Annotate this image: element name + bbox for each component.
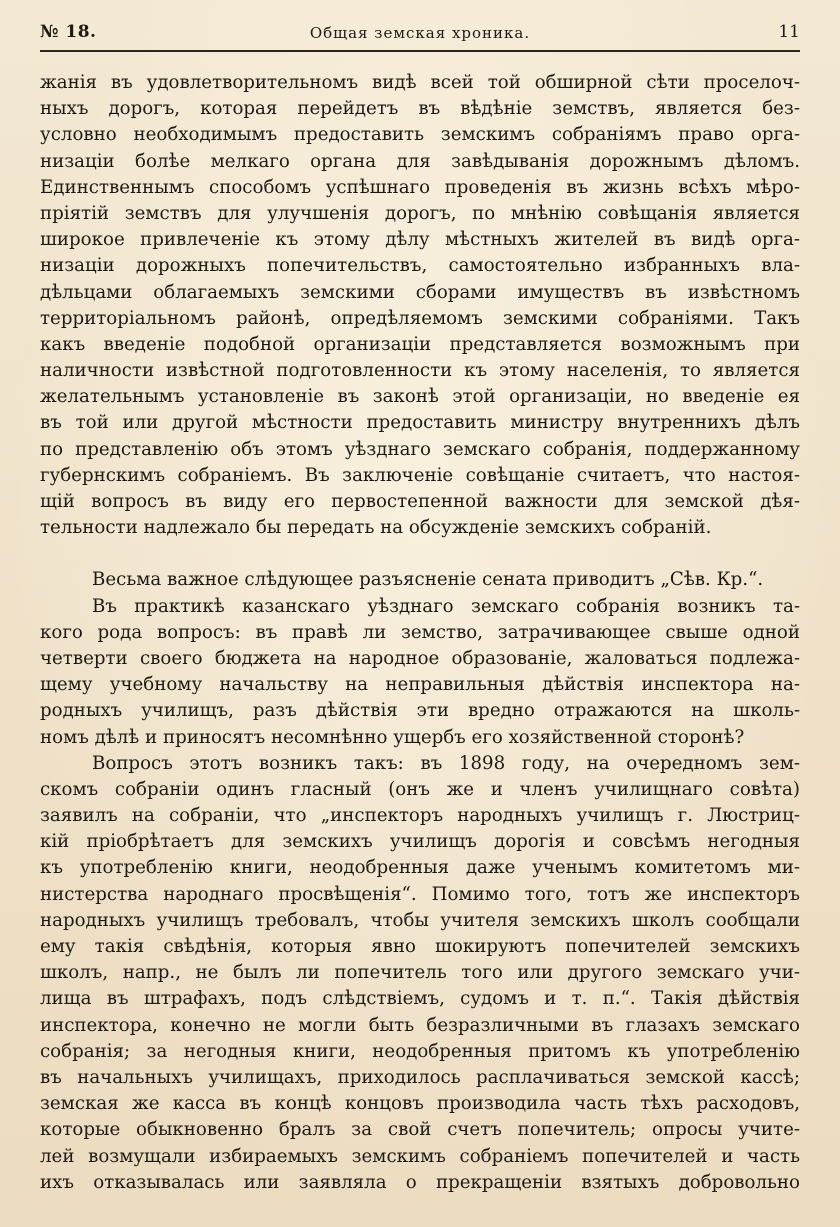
paragraph-1 <box>40 70 800 541</box>
paragraph-gap <box>40 541 800 567</box>
text-line: земская же касса въ концѣ концовъ производила часть тѣхъ расходовъ, <box>40 1093 800 1115</box>
text-line: номъ дѣлѣ и приносятъ несомнѣнно ущербъ его хозяйственной сторонѣ? <box>40 726 745 748</box>
text-line: ему такія свѣдѣнія, которыя явно шокируютъ попечителей земскихъ <box>40 936 800 957</box>
section-title: Общая земская хроника. <box>309 24 531 42</box>
text-line: въ начальныхъ училищахъ, приходилось расплачиваться земской кассѣ; <box>40 1066 800 1088</box>
text-line: родныхъ училищъ, разъ дѣйствія эти вредно отражаются на школь- <box>40 700 800 722</box>
text-line: широкое привлеченіе къ этому дѣлу мѣстныхъ жителей въ видѣ орга- <box>40 229 800 251</box>
text-line: инспектора, конечно не могли быть безразличными въ глазахъ земскаго <box>40 1014 800 1036</box>
text-line: пріятій земствъ для улучшенія дорогъ, по мнѣнію совѣщанія является <box>40 202 800 224</box>
text-line: жанія въ удовлетворительномъ видѣ всей той обширной сѣти проселоч- <box>40 72 800 93</box>
issue-number: № 18. <box>40 22 97 42</box>
text-line: ихъ отказывалась или заявляла о прекращеніи взятыхъ добровольно <box>40 1171 800 1193</box>
text-line: Вопросъ этотъ возникъ такъ: въ 1898 году, на очередномъ зем- <box>92 752 800 774</box>
text-line: Въ практикѣ казанскаго уѣзднаго земскаго собранія возникъ та- <box>92 595 800 617</box>
paragraph-4 <box>40 751 800 1196</box>
text-line: низаціи дорожныхъ попечительствъ, самостоятельно избранныхъ вла- <box>40 255 800 277</box>
article-body <box>40 70 800 1196</box>
text-line: низаціи болѣе мелкаго органа для завѣдыванія дорожнымъ дѣломъ. <box>40 150 800 172</box>
text-line: кого рода вопросъ: въ правѣ ли земство, затрачивающее свыше одной <box>40 621 800 643</box>
text-line: Единственнымъ способомъ успѣшнаго проведенія въ жизнь всѣхъ мѣро- <box>40 176 800 198</box>
text-line: щему учебному начальству на неправильныя дѣйствія инспектора на- <box>40 674 800 696</box>
text-line: лей возмущали избираемыхъ земскимъ собраніемъ попечителей и часть <box>40 1145 800 1167</box>
text-line: кій пріобрѣтаетъ для земскихъ училищъ дорогія и совсѣмъ негодныя <box>40 831 800 853</box>
text-line: которые обыкновенно бралъ за свой счетъ попечитель; опросы учите- <box>40 1119 800 1141</box>
page-number: 11 <box>778 22 800 42</box>
running-header <box>40 18 800 52</box>
text-line: губернскимъ собраніемъ. Въ заключеніе совѣщаніе считаетъ, что настоя- <box>40 464 800 486</box>
text-line: скомъ собраніи одинъ гласный (онъ же и членъ училищнаго совѣта) <box>40 778 800 800</box>
text-line: желательнымъ установленіе въ законѣ этой организаціи, но введеніе ея <box>40 386 800 408</box>
text-line: территоріальномъ районѣ, опредѣляемомъ земскими собраніями. Такъ <box>40 307 800 329</box>
text-line: школъ, напр., не былъ ли попечитель того или другого земскаго учи- <box>40 962 800 984</box>
text-line: какъ введеніе подобной организаціи представляется возможнымъ при <box>40 333 800 355</box>
text-line: щій вопросъ въ виду его первостепенной важности для земской дѣя- <box>40 491 800 512</box>
text-line: Весьма важное слѣдующее разъясненіе сената приводитъ „Сѣв. Кр.“. <box>92 569 764 591</box>
text-line: по представленію объ этомъ уѣзднаго земскаго собранія, поддержанному <box>40 438 800 460</box>
text-line: условно необходимымъ предоставить земскимъ собраніямъ право орга- <box>40 124 800 146</box>
text-line: четверти своего бюджета на народное образованіе, жаловаться подлежа- <box>40 647 800 669</box>
paragraph-2 <box>40 567 800 593</box>
text-line: собранія; за негодныя книги, неодобренныя притомъ къ употребленію <box>40 1040 800 1062</box>
paragraph-3 <box>40 594 800 751</box>
text-line: заявилъ на собраніи, что „инспекторъ народныхъ училищъ г. Люстриц- <box>40 805 800 827</box>
text-line: ныхъ дорогъ, которая перейдетъ въ вѣдѣніе земствъ, является без- <box>40 98 800 120</box>
text-line: дѣльцами облагаемыхъ земскими сборами имуществъ въ извѣстномъ <box>40 281 800 303</box>
text-line: нистерства народнаго просвѣщенія“. Помимо того, тотъ же инспекторъ <box>40 883 800 905</box>
text-line: къ употребленію книги, неодобренныя даже ученымъ комитетомъ ми- <box>40 857 800 879</box>
text-line: наличности извѣстной подготовленности къ этому населенія, то является <box>40 360 800 382</box>
text-line: тельности надлежало бы передать на обсужденіе земскихъ собраній. <box>40 517 712 539</box>
text-line: въ той или другой мѣстности предоставить министру внутреннихъ дѣлъ <box>40 412 800 434</box>
text-line: лища въ штрафахъ, подъ слѣдствіемъ, судомъ и т. п.“. Такія дѣйствія <box>40 988 800 1010</box>
text-line: народныхъ училищъ требовалъ, чтобы учителя земскихъ школъ сообщали <box>40 909 800 931</box>
header-rule <box>40 50 800 52</box>
